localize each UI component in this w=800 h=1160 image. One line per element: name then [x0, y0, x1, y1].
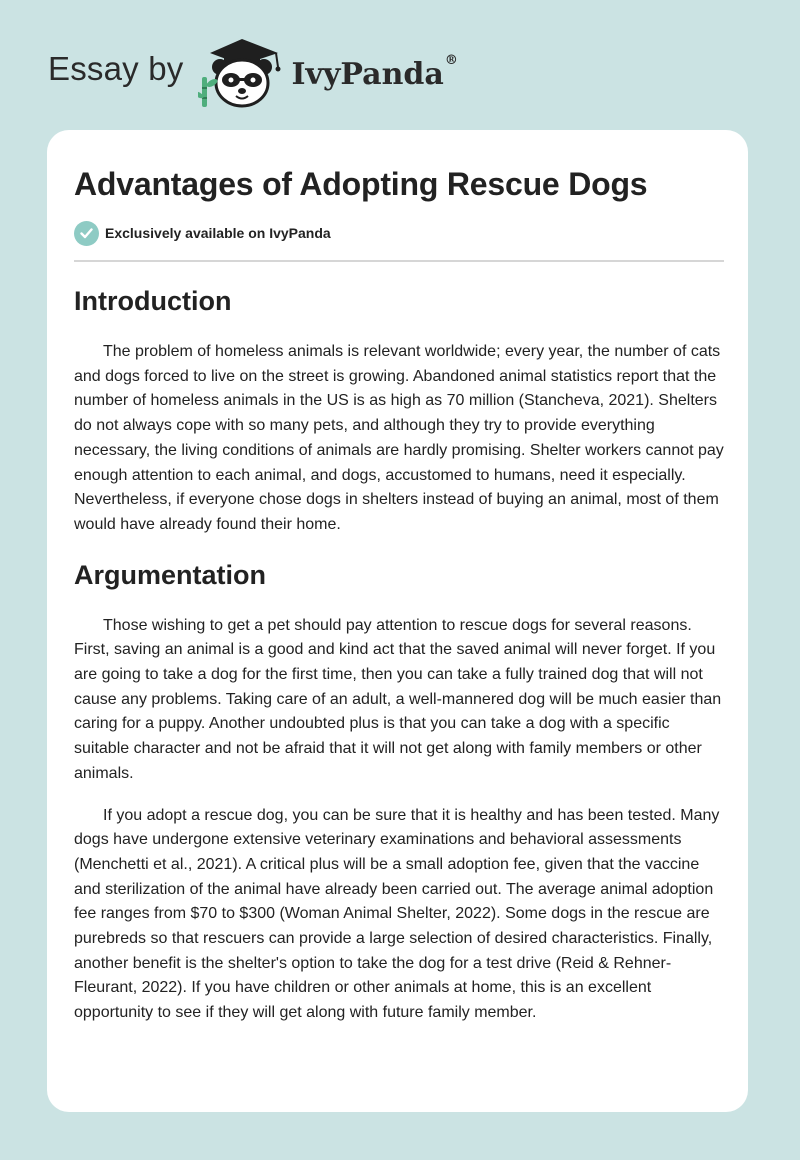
section-heading-introduction: Introduction: [74, 286, 232, 316]
essay-title: Advantages of Adopting Rescue Dogs: [74, 166, 648, 202]
essay-by-label: Essay by: [48, 50, 184, 87]
essay-content: [74, 163, 724, 1026]
divider: [74, 260, 724, 262]
paragraph-argumentation-1: Those wishing to get a pet should pay attention to rescue dogs for several reasons. First, saving an animal is a good and kind act that the saved animal will never forget. If you are going to take a dog for the first time, then you can take a fully trained dog that will not cause any problems. Taking care of an adult, a well-mannered dog will be much easier than caring for a puppy. Another undoubted plus is that you can take a dog with a specific suitable character and not be afraid that it will not get along with family members or other animals.: [74, 616, 722, 782]
exclusive-text: Exclusively available on IvyPanda: [105, 225, 331, 241]
check-icon: [74, 221, 99, 246]
paragraph-introduction: The problem of homeless animals is relevant worldwide; every year, the number of cats and dogs forced to live on the street is growing. Abandoned animal statistics report that the number of homeless animals in the US is as high as 70 million (Stancheva, 2021). Shelters do not always cope with so many pets, and although they try to provide everything necessary, the living conditions of animals are hardly promising. Shelter workers cannot pay enough attention to each animal, and dogs, accustomed to humans, need it especially. Nevertheless, if everyone chose dogs in shelters instead of buying an animal, most of them would have already found their home.: [74, 343, 724, 533]
section-heading-argumentation: Argumentation: [74, 559, 266, 590]
panda-graduate-icon[interactable]: [198, 33, 290, 111]
ivypanda-wordmark[interactable]: IvyPanda®: [291, 52, 458, 92]
exclusive-badge: [74, 220, 724, 246]
site-header: [48, 32, 458, 112]
essay-card: [47, 130, 748, 1112]
paragraph-argumentation-2: If you adopt a rescue dog, you can be sure that it is healthy and has been tested. Many dogs have undergone extensive veterinary examinations and behavioral assessments (Menchetti et al., 2021). A critical plus will be a small adoption fee, given that the vaccine and sterilization of the animal have already been carried out. The average animal adoption fee ranges from $70 to $300 (Woman Animal Shelter, 2022). Some dogs in the rescue are purebreds so that rescuers can provide a large selection of desired characteristics. Finally, another benefit is the shelter's option to take the dog for a test drive (Reid & Rehner-Fleurant, 2022). If you have children or other animals at home, this is an excellent opportunity to see if they will get along with future family member.: [74, 806, 720, 1022]
